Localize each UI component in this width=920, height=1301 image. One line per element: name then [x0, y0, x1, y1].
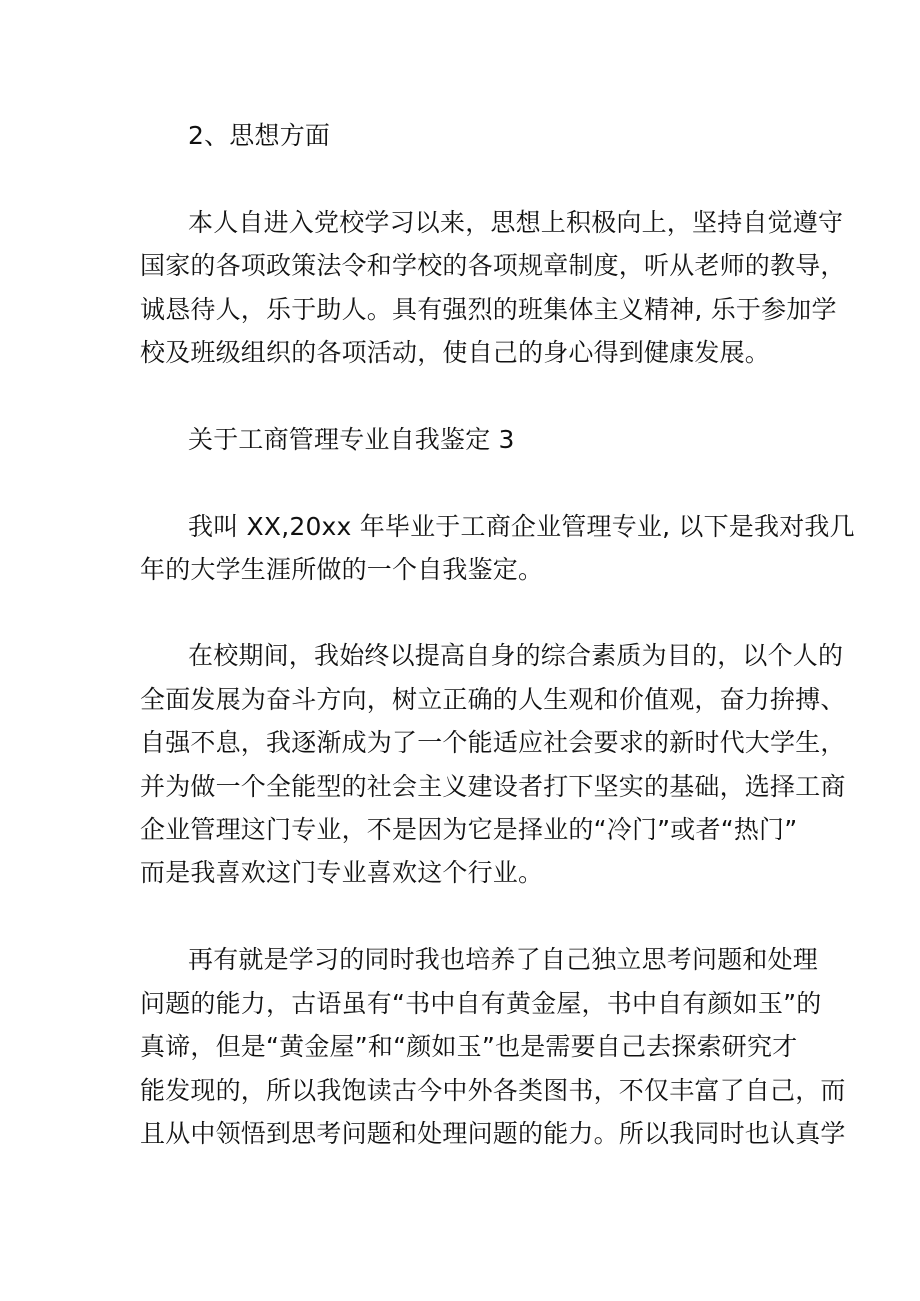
paragraph-line: 自强不息，我逐渐成为了一个能适应社会要求的新时代大学生，	[140, 728, 846, 757]
paragraph-line: 校及班级组织的各项活动，使自己的身心得到健康发展。	[140, 338, 771, 367]
paragraph-line: 能发现的，所以我饱读古今中外各类图书，不仅丰富了自己，而	[140, 1076, 846, 1105]
paragraph-line: 而是我喜欢这门专业喜欢这个行业。	[140, 858, 544, 887]
paragraph-line: 问题的能力，古语虽有“书中自有黄金屋，书中自有颜如玉”的	[140, 989, 822, 1018]
paragraph-line: 本人自进入党校学习以来，思想上积极向上，坚持自觉遵守	[188, 208, 844, 237]
paragraph-line: 我叫 XX,20xx 年毕业于工商企业管理专业, 以下是我对我几	[188, 512, 855, 541]
paragraph-line: 企业管理这门专业，不是因为它是择业的“冷门”或者“热门”	[140, 815, 798, 844]
paragraph-line: 真谛，但是“黄金屋”和“颜如玉”也是需要自己去探索研究才	[140, 1032, 798, 1061]
paragraph-line: 全面发展为奋斗方向，树立正确的人生观和价值观，奋力拚搏、	[140, 685, 846, 714]
paragraph-line: 诚恳待人，乐于助人。具有强烈的班集体主义精神, 乐于参加学	[140, 295, 837, 324]
paragraph-line: 年的大学生涯所做的一个自我鉴定。	[140, 555, 544, 584]
paragraph-line: 国家的各项政策法令和学校的各项规章制度，听从老师的教导，	[140, 251, 846, 280]
paragraph-line: 且从中领悟到思考问题和处理问题的能力。所以我同时也认真学	[140, 1119, 846, 1148]
section-heading-thought: 2、思想方面	[188, 121, 331, 150]
paragraph-line: 在校期间，我始终以提高自身的综合素质为目的，以个人的	[188, 641, 844, 670]
section-heading-self-assessment: 关于工商管理专业自我鉴定 3	[188, 425, 515, 454]
paragraph-line: 并为做一个全能型的社会主义建设者打下坚实的基础，选择工商	[140, 772, 846, 801]
paragraph-line: 再有就是学习的同时我也培养了自己独立思考问题和处理	[188, 945, 819, 974]
